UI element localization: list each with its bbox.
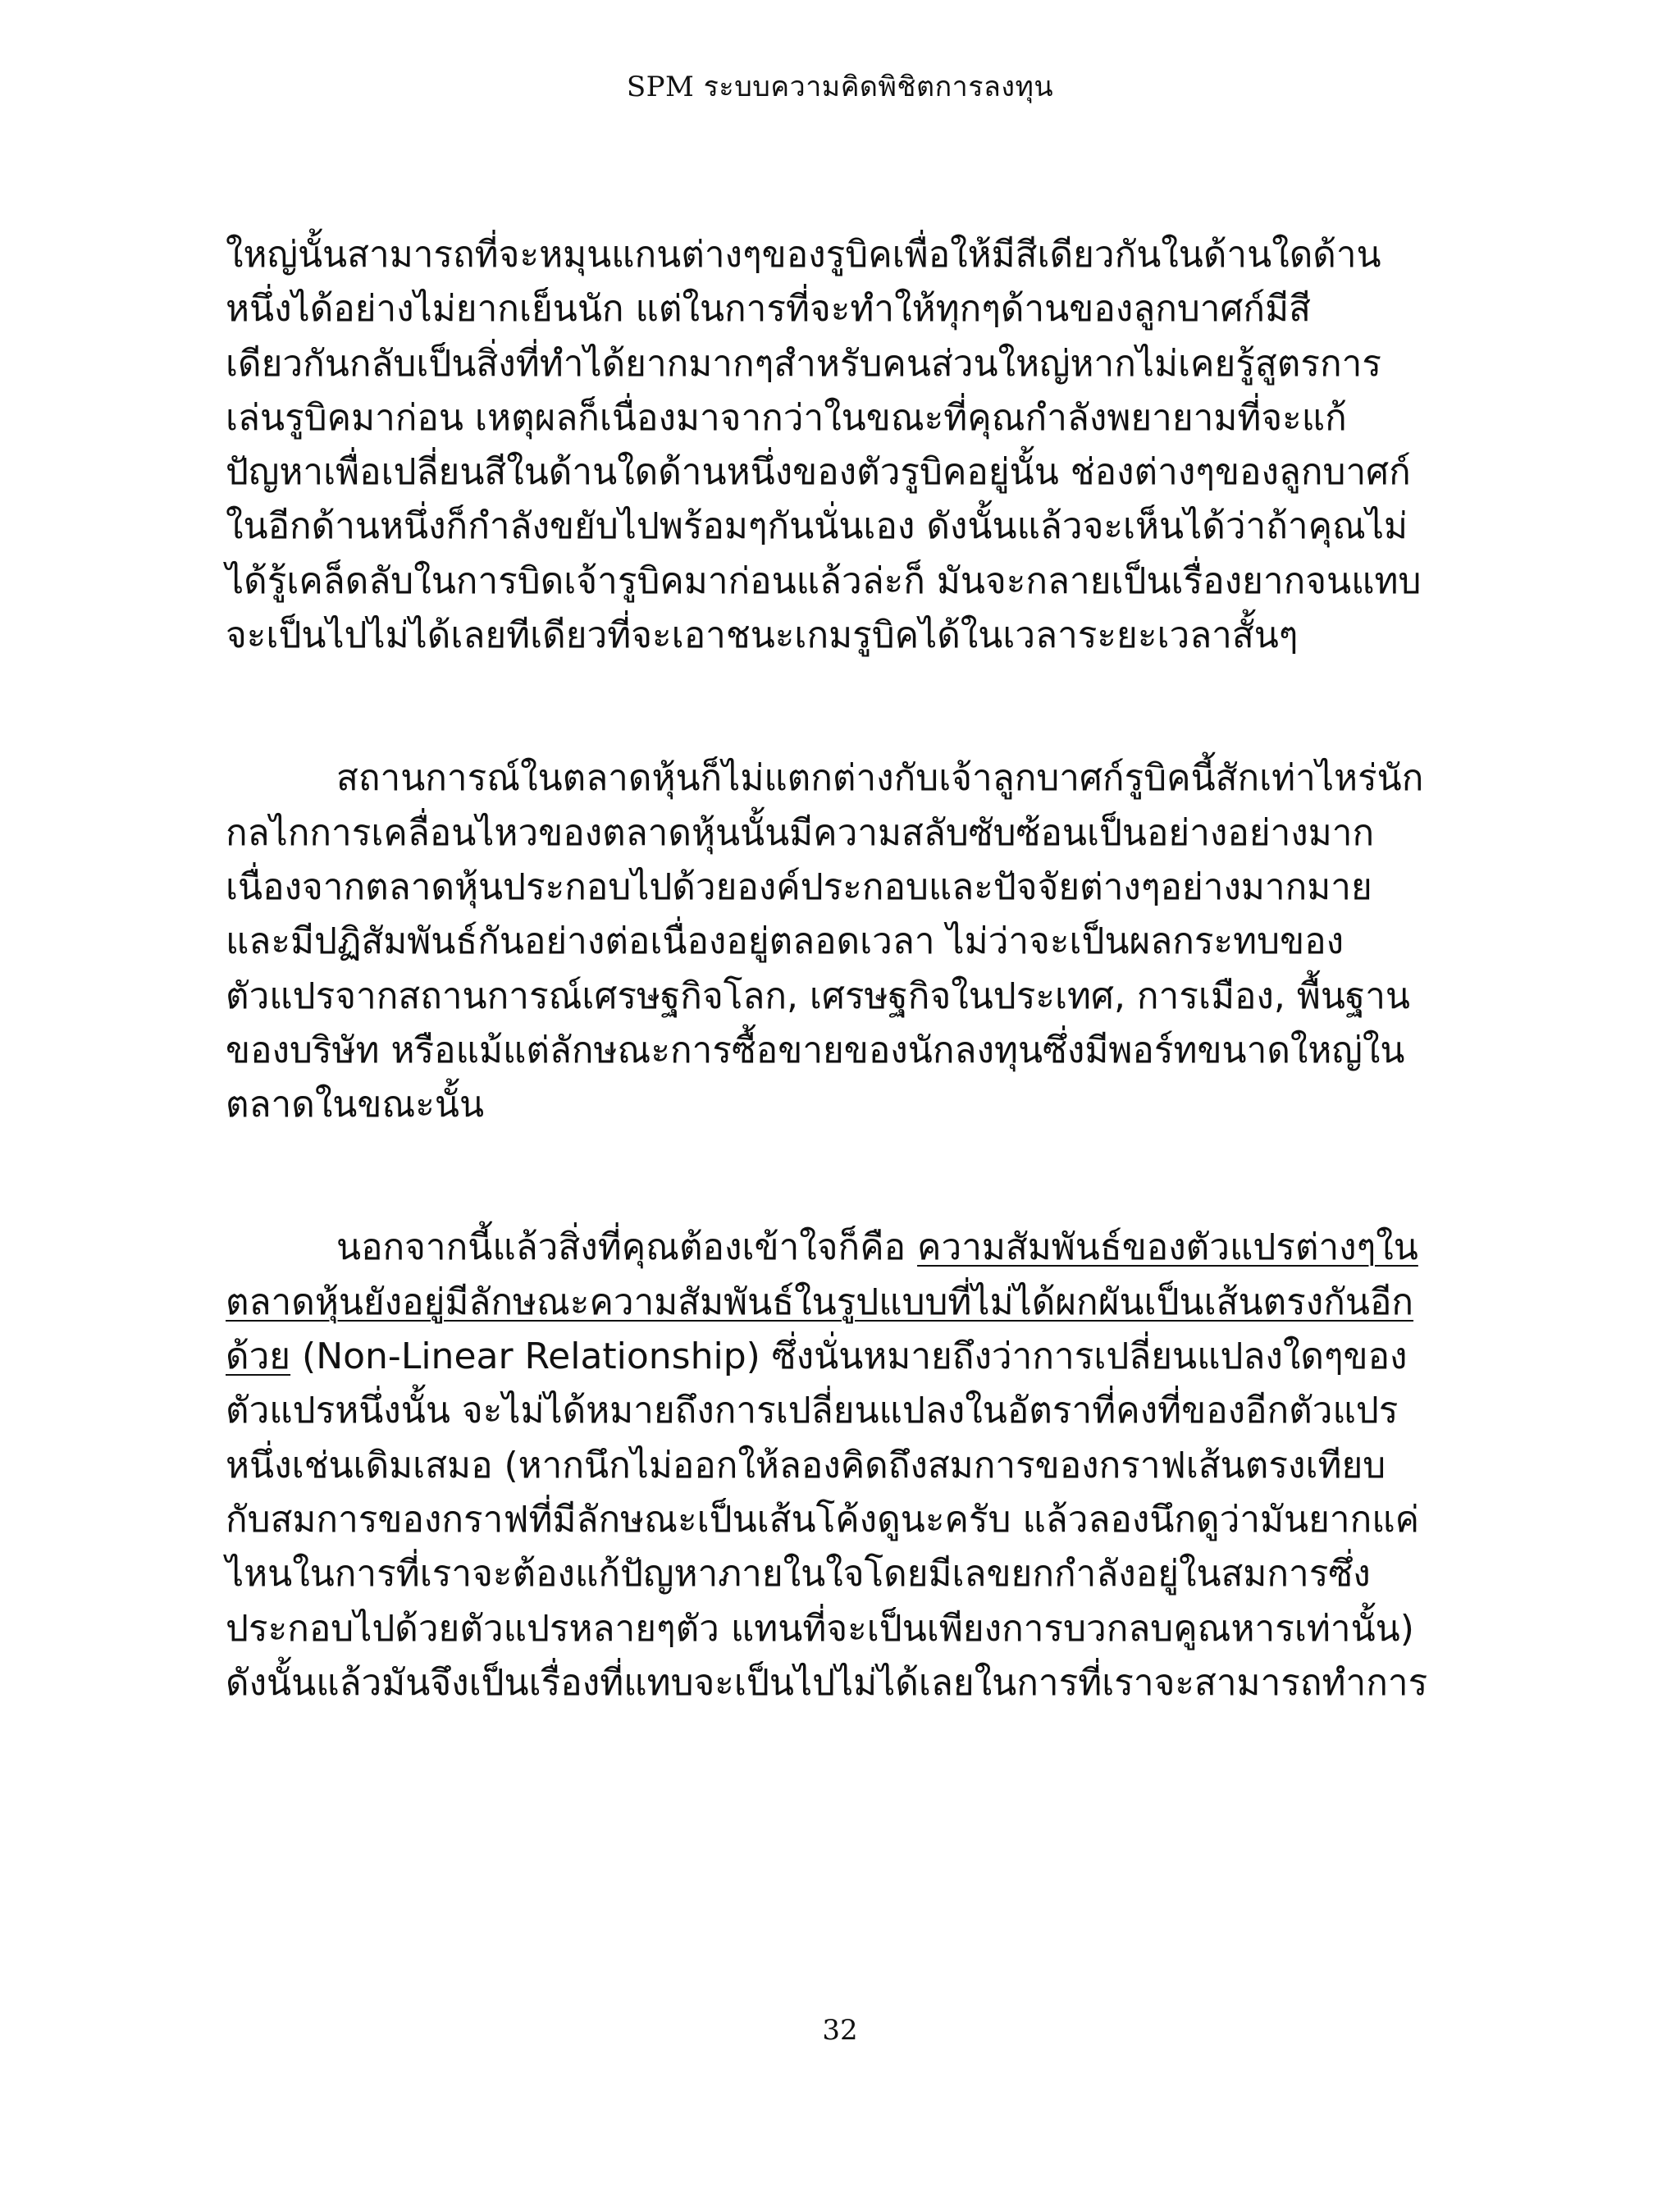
paragraph-stock-market xyxy=(226,751,1436,1132)
paragraph-non-linear xyxy=(226,1221,1436,1710)
text-line: ปัญหาเพื่อเปลี่ยนสีในด้านใดด้านหนึ่งของตัวรูบิคอยู่นั้น ช่องต่างๆของลูกบาศก์ xyxy=(226,451,1411,494)
text-segment: นอกจากนี้แล้วสิ่งที่คุณต้องเข้าใจก็คือ xyxy=(336,1226,918,1269)
text-line: ประกอบไปด้วยตัวแปรหลายๆตัว แทนที่จะเป็นเพียงการบวกลบคูณหารเท่านั้น) xyxy=(226,1607,1414,1650)
underlined-text: ด้วย xyxy=(226,1335,291,1378)
body-text xyxy=(226,228,1436,1710)
text-line: เนื่องจากตลาดหุ้นประกอบไปด้วยองค์ประกอบและปัจจัยต่างๆอย่างมากมาย xyxy=(226,865,1372,908)
text-segment: (Non-Linear Relationship) ซึ่งนั่นหมายถึงว่าการเปลี่ยนแปลงใดๆของ xyxy=(290,1335,1408,1378)
text-line: และมีปฏิสัมพันธ์กันอย่างต่อเนื่องอยู่ตลอดเวลา ไม่ว่าจะเป็นผลกระทบของ xyxy=(226,920,1344,963)
text-line: ของบริษัท หรือแม้แต่ลักษณะการซื้อขายของนักลงทุนซึ่งมีพอร์ทขนาดใหญ่ใน xyxy=(226,1029,1405,1071)
text-line: ตัวแปรจากสถานการณ์เศรษฐกิจโลก, เศรษฐกิจในประเทศ, การเมือง, พื้นฐาน xyxy=(226,975,1410,1017)
paragraph-rubik xyxy=(226,228,1436,663)
text-line: เดียวกันกลับเป็นสิ่งที่ทำได้ยากมากๆสำหรับคนส่วนใหญ่หากไม่เคยรู้สูตรการ xyxy=(226,342,1381,385)
text-line: ดังนั้นแล้วมันจึงเป็นเรื่องที่แทบจะเป็นไปไม่ได้เลยในการที่เราจะสามารถทำการ xyxy=(226,1661,1428,1704)
text-line xyxy=(226,1276,1436,1330)
text-line: จะเป็นไปไม่ได้เลยทีเดียวที่จะเอาชนะเกมรูบิคได้ในเวลาระยะเวลาสั้นๆ xyxy=(226,614,1299,657)
underlined-text: ตลาดหุ้นยังอยู่มีลักษณะความสัมพันธ์ในรูปแบบที่ไม่ได้ผกผันเป็นเส้นตรงกันอีก xyxy=(226,1281,1414,1323)
underlined-text: ความสัมพันธ์ของตัวแปรต่างๆใน xyxy=(917,1226,1418,1269)
text-line: ไหนในการที่เราจะต้องแก้ปัญหาภายในใจโดยมีเลขยกกำลังอยู่ในสมการซึ่ง xyxy=(226,1553,1371,1596)
text-line: ได้รู้เคล็ดลับในการบิดเจ้ารูบิคมาก่อนแล้วล่ะก็ มันจะกลายเป็นเรื่องยากจนแทบ xyxy=(226,559,1422,602)
text-line xyxy=(226,1330,1436,1384)
text-line: หนึ่งได้อย่างไม่ยากเย็นนัก แต่ในการที่จะทำให้ทุกๆด้านของลูกบาศก์มีสี xyxy=(226,288,1311,331)
page-number: 32 xyxy=(822,2014,858,2047)
text-line: กลไกการเคลื่อนไหวของตลาดหุ้นนั้นมีความสลับซับซ้อนเป็นอย่างอย่างมาก xyxy=(226,811,1375,854)
running-header: SPM ระบบความคิดพิชิตการลงทุน xyxy=(626,71,1054,103)
text-line: เล่นรูบิคมาก่อน เหตุผลก็เนื่องมาจากว่าในขณะที่คุณกำลังพยายามที่จะแก้ xyxy=(226,396,1347,439)
text-line xyxy=(226,1221,1436,1275)
text-line: ตลาดในขณะนั้น xyxy=(226,1084,485,1126)
text-line: หนึ่งเช่นเดิมเสมอ (หากนึกไม่ออกให้ลองคิดถึงสมการของกราฟเส้นตรงเทียบ xyxy=(226,1444,1386,1486)
text-line: ในอีกด้านหนึ่งก็กำลังขยับไปพร้อมๆกันนั่นเอง ดังนั้นแล้วจะเห็นได้ว่าถ้าคุณไม่ xyxy=(226,505,1408,548)
text-line: ตัวแปรหนึ่งนั้น จะไม่ได้หมายถึงการเปลี่ยนแปลงในอัตราที่คงที่ของอีกตัวแปร xyxy=(226,1390,1399,1432)
text-line: ใหญ่นั้นสามารถที่จะหมุนแกนต่างๆของรูบิคเพื่อให้มีสีเดียวกันในด้านใดด้าน xyxy=(226,234,1381,276)
text-line: กับสมการของกราฟที่มีลักษณะเป็นเส้นโค้งดูนะครับ แล้วลองนึกดูว่ามันยากแค่ xyxy=(226,1498,1420,1541)
text-line: สถานการณ์ในตลาดหุ้นก็ไม่แตกต่างกับเจ้าลูกบาศก์รูบิคนี้สักเท่าไหร่นัก xyxy=(336,757,1424,800)
